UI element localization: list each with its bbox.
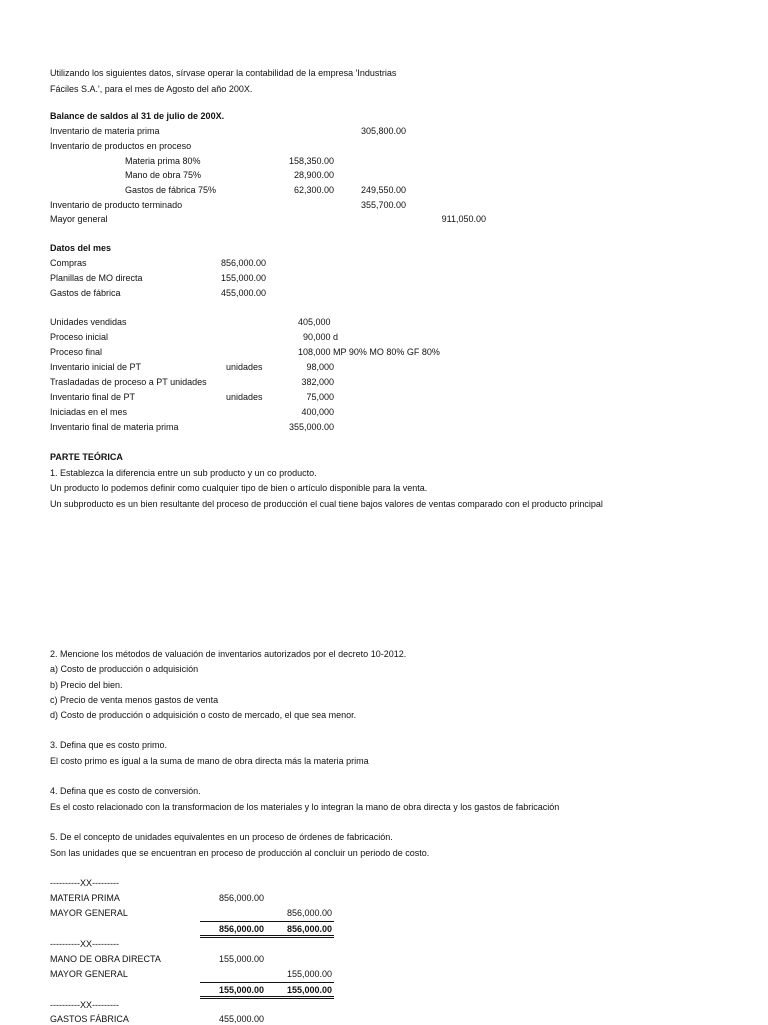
balance-mayor-label: Mayor general: [50, 214, 108, 224]
balance-gf75-value: 62,300.00: [293, 185, 334, 195]
planillas-value: 155,000.00: [220, 273, 266, 283]
teoria-title: PARTE TEÓRICA: [50, 452, 123, 462]
entry-separator: ----------XX---------: [50, 939, 119, 949]
iniciadas-label: Iniciadas en el mes: [50, 407, 128, 417]
vendidas-label: Unidades vendidas: [50, 317, 127, 327]
entry1-total-credit: 856,000.00: [286, 924, 332, 934]
answer-5: Son las unidades que se encuentran en proceso de producción al concluir un periodo de costo.: [50, 848, 430, 858]
entry2-credit-value: 155,000.00: [286, 969, 332, 979]
entry1-debit-label: MATERIA PRIMA: [50, 893, 120, 903]
balance-inv-mp-label: Inventario de materia prima: [50, 126, 160, 136]
entry2-total-debit: 155,000.00: [218, 985, 264, 995]
entry1-credit-label: MAYOR GENERAL: [50, 908, 128, 918]
proc-fin-label: Proceso final: [50, 347, 103, 357]
entry1-debit-value: 856,000.00: [218, 893, 264, 903]
compras-label: Compras: [50, 258, 87, 268]
trasladadas-value: 382,000: [301, 377, 334, 387]
balance-mo75-label: Mano de obra 75%: [125, 170, 202, 180]
balance-proc-total: 249,550.00: [360, 185, 406, 195]
balance-mayor-value: 911,050.00: [441, 214, 486, 224]
balance-inv-mp-value: 305,800.00: [360, 126, 406, 136]
vendidas-value: 405,000: [298, 317, 331, 327]
proc-ini-label: Proceso inicial: [50, 332, 109, 342]
compras-value: 856,000.00: [220, 258, 266, 268]
inv-fin-pt-unit: unidades: [226, 392, 263, 402]
entry-separator: ----------XX---------: [50, 1000, 119, 1010]
entry-separator: ----------XX---------: [50, 878, 119, 888]
entry2-rule-bottom-2: [200, 998, 334, 999]
entry2-rule-top: [200, 982, 334, 983]
inv-fin-mp-label: Inventario final de materia prima: [50, 422, 179, 432]
proc-ini-value: 90,000 d: [303, 332, 339, 342]
question-5: 5. De el concepto de unidades equivalentes en un proceso de órdenes de fabricación.: [50, 832, 393, 842]
answer-2b: b) Precio del bien.: [50, 680, 123, 690]
intro-line-2: Fáciles S.A.', para el mes de Agosto del año 200X.: [50, 84, 253, 94]
question-1: 1. Establezca la diferencia entre un sub producto y un co producto.: [50, 468, 317, 478]
balance-gf75-label: Gastos de fábrica 75%: [125, 185, 217, 195]
entry2-debit-value: 155,000.00: [218, 954, 264, 964]
gastos-value: 455,000.00: [220, 288, 266, 298]
answer-1b: Un subproducto es un bien resultante del proceso de producción el cual tiene bajos valores de ventas comparado con el producto principal: [50, 499, 603, 509]
inv-ini-pt-unit: unidades: [226, 362, 263, 372]
entry1-credit-value: 856,000.00: [286, 908, 332, 918]
answer-2a: a) Costo de producción o adquisición: [50, 664, 199, 674]
iniciadas-value: 400,000: [301, 407, 334, 417]
entry3-debit-label: GASTOS FÁBRICA: [50, 1014, 129, 1024]
entry1-rule-bottom: [200, 935, 334, 936]
inv-fin-pt-value: 75,000: [306, 392, 334, 402]
gastos-label: Gastos de fábrica: [50, 288, 121, 298]
proc-fin-value: 108,000 MP 90% MO 80% GF 80%: [298, 347, 440, 357]
balance-inv-proc-label: Inventario de productos en proceso: [50, 141, 192, 151]
balance-title: Balance de saldos al 31 de julio de 200X.: [50, 111, 225, 121]
inv-ini-pt-value: 98,000: [306, 362, 334, 372]
inv-fin-pt-label: Inventario final de PT: [50, 392, 136, 402]
answer-4: Es el costo relacionado con la transformacion de los materiales y lo integran la mano de obra directa y los gastos de fabricación: [50, 802, 560, 812]
entry1-rule-top: [200, 921, 334, 922]
answer-2c: c) Precio de venta menos gastos de venta: [50, 695, 219, 705]
balance-mo75-value: 28,900.00: [293, 170, 334, 180]
intro-line-1: Utilizando los siguientes datos, sírvase operar la contabilidad de la empresa 'Industrias: [50, 68, 397, 78]
balance-inv-pt-label: Inventario de producto terminado: [50, 200, 183, 210]
entry3-debit-value: 455,000.00: [218, 1014, 264, 1024]
entry2-debit-label: MANO DE OBRA DIRECTA: [50, 954, 161, 964]
entry2-credit-label: MAYOR GENERAL: [50, 969, 128, 979]
entry2-rule-bottom: [200, 996, 334, 997]
planillas-label: Planillas de MO directa: [50, 273, 143, 283]
balance-mp80-label: Materia prima 80%: [125, 156, 201, 166]
datos-mes-title: Datos del mes: [50, 243, 112, 253]
trasladadas-label: Trasladadas de proceso a PT unidades: [50, 377, 207, 387]
entry2-total-credit: 155,000.00: [286, 985, 332, 995]
answer-2d: d) Costo de producción o adquisición o costo de mercado, el que sea menor.: [50, 710, 357, 720]
inv-fin-mp-value: 355,000.00: [288, 422, 334, 432]
question-2: 2. Mencione los métodos de valuación de inventarios autorizados por el decreto 10-2012.: [50, 649, 407, 659]
answer-1a: Un producto lo podemos definir como cualquier tipo de bien o artículo disponible para la venta.: [50, 483, 428, 493]
question-4: 4. Defina que es costo de conversión.: [50, 786, 201, 796]
entry1-rule-bottom-2: [200, 937, 334, 938]
balance-inv-pt-value: 355,700.00: [360, 200, 406, 210]
balance-mp80-value: 158,350.00: [288, 156, 334, 166]
question-3: 3. Defina que es costo primo.: [50, 740, 168, 750]
inv-ini-pt-label: Inventario inicial de PT: [50, 362, 142, 372]
answer-3: El costo primo es igual a la suma de mano de obra directa más la materia prima: [50, 756, 369, 766]
entry1-total-debit: 856,000.00: [218, 924, 264, 934]
